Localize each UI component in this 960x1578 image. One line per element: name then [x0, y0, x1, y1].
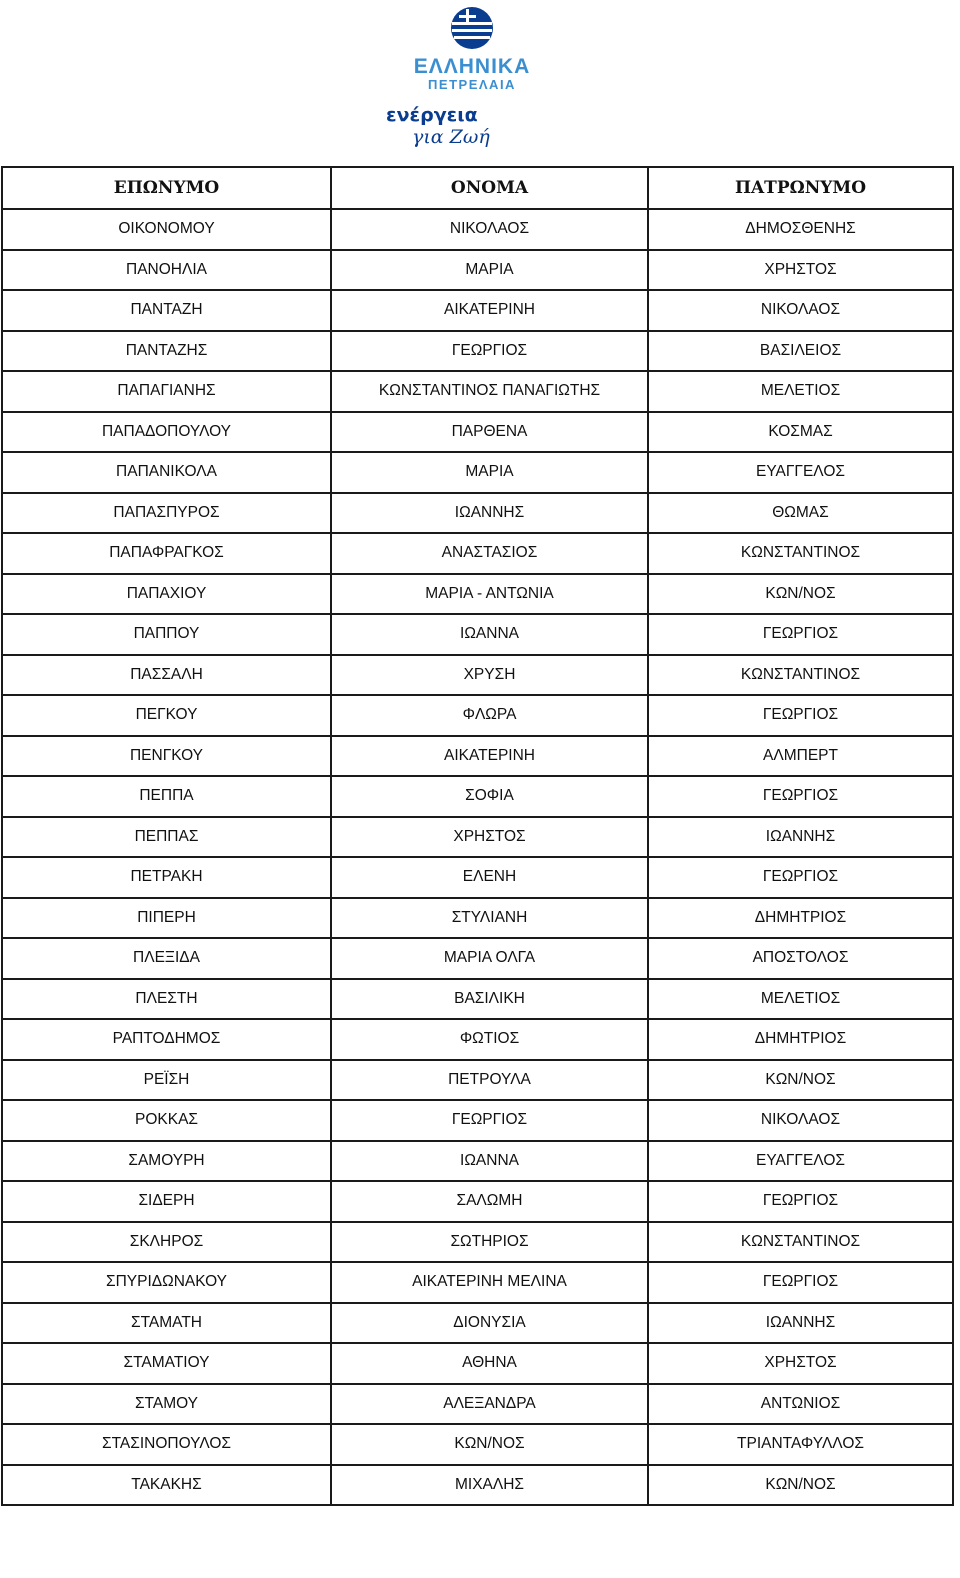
table-row	[2, 979, 953, 1020]
cell-firstname: ΣΩΤΗΡΙΟΣ	[331, 1222, 648, 1263]
table-row	[2, 1262, 953, 1303]
table-row	[2, 1384, 953, 1425]
table-row	[2, 533, 953, 574]
cell-surname: ΣΤΑΜΑΤΙΟΥ	[2, 1343, 331, 1384]
cell-firstname: ΣΑΛΩΜΗ	[331, 1181, 648, 1222]
cell-firstname: ΑΝΑΣΤΑΣΙΟΣ	[331, 533, 648, 574]
cell-surname: ΡΑΠΤΟΔΗΜΟΣ	[2, 1019, 331, 1060]
table-row	[2, 1060, 953, 1101]
cell-surname: ΠΑΠΑΧΙΟΥ	[2, 574, 331, 615]
cell-firstname: ΑΘΗΝΑ	[331, 1343, 648, 1384]
cell-fathername: ΚΟΣΜΑΣ	[648, 412, 953, 453]
cell-surname: ΠΕΝΓΚΟΥ	[2, 736, 331, 777]
cell-firstname: ΦΛΩΡΑ	[331, 695, 648, 736]
cell-surname: ΣΚΛΗΡΟΣ	[2, 1222, 331, 1263]
cell-fathername: ΚΩΝ/ΝΟΣ	[648, 1060, 953, 1101]
table-row	[2, 1019, 953, 1060]
table-row	[2, 331, 953, 372]
cell-firstname: ΦΩΤΙΟΣ	[331, 1019, 648, 1060]
cell-firstname: ΓΕΩΡΓΙΟΣ	[331, 331, 648, 372]
cell-surname: ΣΑΜΟΥΡΗ	[2, 1141, 331, 1182]
table-row	[2, 695, 953, 736]
logo-slogan-1: ενέργεια	[386, 104, 478, 126]
header-fathername: ΠΑΤΡΩΝΥΜΟ	[648, 167, 953, 209]
table-row	[2, 574, 953, 615]
cell-firstname: ΠΕΤΡΟΥΛΑ	[331, 1060, 648, 1101]
cell-firstname: ΑΙΚΑΤΕΡΙΝΗ	[331, 736, 648, 777]
cell-surname: ΠΑΠΑΝΙΚΟΛΑ	[2, 452, 331, 493]
table-row	[2, 250, 953, 291]
cell-firstname: ΙΩΑΝΝΑ	[331, 614, 648, 655]
cell-firstname: ΑΙΚΑΤΕΡΙΝΗ ΜΕΛΙΝΑ	[331, 1262, 648, 1303]
cell-fathername: ΓΕΩΡΓΙΟΣ	[648, 1262, 953, 1303]
table-row	[2, 1343, 953, 1384]
cell-fathername: ΧΡΗΣΤΟΣ	[648, 1343, 953, 1384]
table-row	[2, 371, 953, 412]
table-row	[2, 655, 953, 696]
cell-surname: ΠΑΝΤΑΖΗ	[2, 290, 331, 331]
cell-surname: ΠΑΠΑΦΡΑΓΚΟΣ	[2, 533, 331, 574]
table-row	[2, 614, 953, 655]
logo-line-1: ΕΛΛΗΝΙΚΑ	[413, 55, 531, 78]
table-row	[2, 290, 953, 331]
cell-fathername: ΚΩΝ/ΝΟΣ	[648, 574, 953, 615]
cell-fathername: ΓΕΩΡΓΙΟΣ	[648, 857, 953, 898]
cell-firstname: ΔΙΟΝΥΣΙΑ	[331, 1303, 648, 1344]
header-row	[2, 167, 953, 209]
cell-fathername: ΕΥΑΓΓΕΛΟΣ	[648, 452, 953, 493]
table-row	[2, 1303, 953, 1344]
cell-fathername: ΒΑΣΙΛΕΙΟΣ	[648, 331, 953, 372]
cell-surname: ΠΑΠΠΟΥ	[2, 614, 331, 655]
cell-fathername: ΜΕΛΕΤΙΟΣ	[648, 371, 953, 412]
cell-firstname: ΑΙΚΑΤΕΡΙΝΗ	[331, 290, 648, 331]
cell-surname: ΠΕΠΠΑΣ	[2, 817, 331, 858]
cell-surname: ΠΑΣΣΑΛΗ	[2, 655, 331, 696]
logo-line-2: ΠΕΤΡΕΛΑΙΑ	[428, 77, 516, 92]
cell-firstname: ΣΤΥΛΙΑΝΗ	[331, 898, 648, 939]
cell-fathername: ΙΩΑΝΝΗΣ	[648, 817, 953, 858]
table-row	[2, 1465, 953, 1506]
cell-fathername: ΑΝΤΩΝΙΟΣ	[648, 1384, 953, 1425]
table-row	[2, 1181, 953, 1222]
table-row	[2, 1424, 953, 1465]
cell-fathername: ΧΡΗΣΤΟΣ	[648, 250, 953, 291]
cell-surname: ΠΑΝΤΑΖΗΣ	[2, 331, 331, 372]
cell-fathername: ΕΥΑΓΓΕΛΟΣ	[648, 1141, 953, 1182]
table-row	[2, 493, 953, 534]
cell-fathername: ΓΕΩΡΓΙΟΣ	[648, 776, 953, 817]
table-row	[2, 736, 953, 777]
table-row	[2, 817, 953, 858]
cell-surname: ΠΕΓΚΟΥ	[2, 695, 331, 736]
cell-surname: ΡΟΚΚΑΣ	[2, 1100, 331, 1141]
cell-fathername: ΚΩΝΣΤΑΝΤΙΝΟΣ	[648, 655, 953, 696]
cell-fathername: ΓΕΩΡΓΙΟΣ	[648, 695, 953, 736]
cell-surname: ΠΑΝΟΗΛΙΑ	[2, 250, 331, 291]
table-row	[2, 1100, 953, 1141]
table-row	[2, 898, 953, 939]
cell-fathername: ΜΕΛΕΤΙΟΣ	[648, 979, 953, 1020]
cell-fathername: ΤΡΙΑΝΤΑΦΥΛΛΟΣ	[648, 1424, 953, 1465]
cell-firstname: ΝΙΚΟΛΑΟΣ	[331, 209, 648, 250]
table-row	[2, 776, 953, 817]
cell-fathername: ΙΩΑΝΝΗΣ	[648, 1303, 953, 1344]
cell-firstname: ΙΩΑΝΝΗΣ	[331, 493, 648, 534]
cell-firstname: ΑΛΕΞΑΝΔΡΑ	[331, 1384, 648, 1425]
cell-firstname: ΜΑΡΙΑ	[331, 250, 648, 291]
cell-fathername: ΚΩΝΣΤΑΝΤΙΝΟΣ	[648, 533, 953, 574]
cell-firstname: ΓΕΩΡΓΙΟΣ	[331, 1100, 648, 1141]
cell-surname: ΠΑΠΑΣΠΥΡΟΣ	[2, 493, 331, 534]
cell-fathername: ΚΩΝ/ΝΟΣ	[648, 1465, 953, 1506]
cell-firstname: ΒΑΣΙΛΙΚΗ	[331, 979, 648, 1020]
table-row	[2, 938, 953, 979]
cell-fathername: ΔΗΜΗΤΡΙΟΣ	[648, 898, 953, 939]
cell-firstname: ΧΡΥΣΗ	[331, 655, 648, 696]
cell-fathername: ΑΛΜΠΕΡΤ	[648, 736, 953, 777]
cell-fathername: ΓΕΩΡΓΙΟΣ	[648, 614, 953, 655]
cell-surname: ΣΤΑΣΙΝΟΠΟΥΛΟΣ	[2, 1424, 331, 1465]
cell-surname: ΠΕΤΡΑΚΗ	[2, 857, 331, 898]
cell-surname: ΠΙΠΕΡΗ	[2, 898, 331, 939]
cell-firstname: ΠΑΡΘΕΝΑ	[331, 412, 648, 453]
cell-firstname: ΚΩΝ/ΝΟΣ	[331, 1424, 648, 1465]
cell-firstname: ΙΩΑΝΝΑ	[331, 1141, 648, 1182]
company-logo	[370, 6, 570, 156]
cell-fathername: ΑΠΟΣΤΟΛΟΣ	[648, 938, 953, 979]
logo-slogan-2: για Ζωή	[412, 126, 490, 148]
header-surname: ΕΠΩΝΥΜΟ	[2, 167, 331, 209]
cell-firstname: ΜΑΡΙΑ - ΑΝΤΩΝΙΑ	[331, 574, 648, 615]
table-row	[2, 209, 953, 250]
table-row	[2, 412, 953, 453]
cell-firstname: ΜΑΡΙΑ ΟΛΓΑ	[331, 938, 648, 979]
cell-firstname: ΜΑΡΙΑ	[331, 452, 648, 493]
globe-icon	[451, 7, 493, 49]
cell-surname: ΠΑΠΑΔΟΠΟΥΛΟΥ	[2, 412, 331, 453]
table-row	[2, 857, 953, 898]
cell-surname: ΤΑΚΑΚΗΣ	[2, 1465, 331, 1506]
header-firstname: ΟΝΟΜΑ	[331, 167, 648, 209]
cell-surname: ΣΙΔΕΡΗ	[2, 1181, 331, 1222]
cell-fathername: ΓΕΩΡΓΙΟΣ	[648, 1181, 953, 1222]
cell-fathername: ΚΩΝΣΤΑΝΤΙΝΟΣ	[648, 1222, 953, 1263]
cell-fathername: ΝΙΚΟΛΑΟΣ	[648, 290, 953, 331]
cell-surname: ΣΤΑΜΑΤΗ	[2, 1303, 331, 1344]
cell-surname: ΠΕΠΠΑ	[2, 776, 331, 817]
table-row	[2, 1141, 953, 1182]
cell-surname: ΟΙΚΟΝΟΜΟΥ	[2, 209, 331, 250]
cell-surname: ΡΕΪΣΗ	[2, 1060, 331, 1101]
table-row	[2, 1222, 953, 1263]
cell-firstname: ΧΡΗΣΤΟΣ	[331, 817, 648, 858]
names-table	[1, 166, 954, 1506]
cell-fathername: ΔΗΜΗΤΡΙΟΣ	[648, 1019, 953, 1060]
cell-fathername: ΝΙΚΟΛΑΟΣ	[648, 1100, 953, 1141]
cell-firstname: ΚΩΝΣΤΑΝΤΙΝΟΣ ΠΑΝΑΓΙΩΤΗΣ	[331, 371, 648, 412]
cell-fathername: ΘΩΜΑΣ	[648, 493, 953, 534]
table-row	[2, 452, 953, 493]
cell-surname: ΠΛΕΞΙΔΑ	[2, 938, 331, 979]
cell-firstname: ΜΙΧΑΛΗΣ	[331, 1465, 648, 1506]
cell-surname: ΣΤΑΜΟΥ	[2, 1384, 331, 1425]
logo-graphic	[370, 6, 570, 156]
cell-surname: ΠΛΕΣΤΗ	[2, 979, 331, 1020]
table-body	[2, 209, 953, 1505]
cell-fathername: ΔΗΜΟΣΘΕΝΗΣ	[648, 209, 953, 250]
cell-surname: ΠΑΠΑΓΙΑΝΗΣ	[2, 371, 331, 412]
cell-surname: ΣΠΥΡΙΔΩΝΑΚΟΥ	[2, 1262, 331, 1303]
cell-firstname: ΣΟΦΙΑ	[331, 776, 648, 817]
cell-firstname: ΕΛΕΝΗ	[331, 857, 648, 898]
